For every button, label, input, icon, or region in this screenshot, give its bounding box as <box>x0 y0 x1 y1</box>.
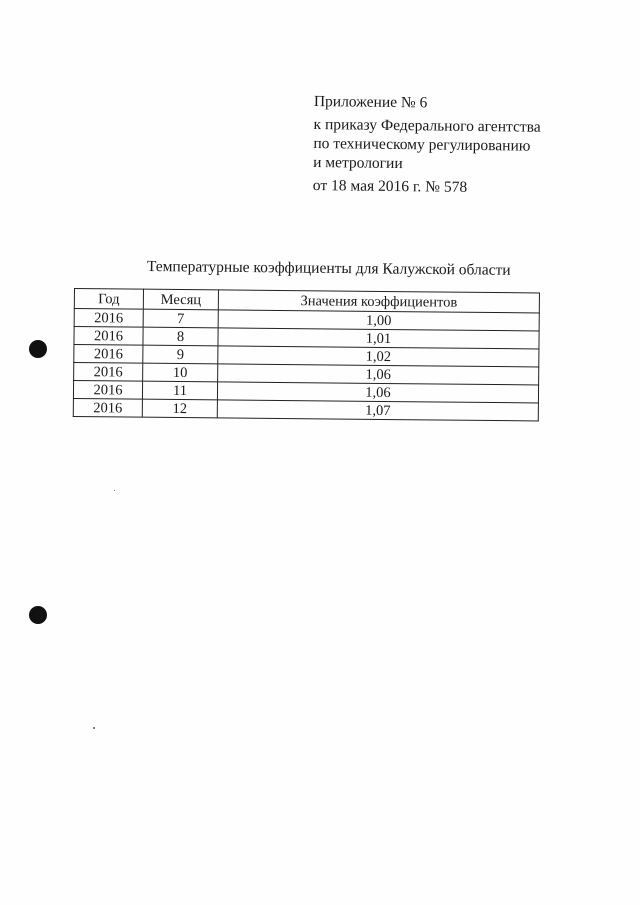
cell-coefficient: 1,00 <box>218 310 539 331</box>
appendix-number: Приложение № 6 <box>313 92 428 112</box>
appendix-header <box>313 92 541 198</box>
cell-year: 2016 <box>73 398 142 417</box>
cell-year: 2016 <box>74 309 143 328</box>
appendix-order-ref: к приказу Федерального агентства <box>313 115 541 136</box>
cell-month: 8 <box>143 327 218 346</box>
header-year: Год <box>74 289 143 310</box>
document-title: Температурные коэффициенты для Калужской области <box>146 258 511 279</box>
cell-year: 2016 <box>74 345 143 364</box>
cell-coefficient: 1,02 <box>218 346 539 367</box>
punch-hole-top <box>29 340 47 358</box>
coefficients-table <box>73 288 540 421</box>
header-coefficient: Значения коэффициентов <box>218 290 539 313</box>
cell-month: 9 <box>143 345 218 364</box>
header-month: Месяц <box>143 289 218 310</box>
cell-month: 10 <box>143 363 218 382</box>
appendix-order-date: от 18 мая 2016 г. № 578 <box>312 176 468 196</box>
cell-coefficient: 1,06 <box>217 382 538 403</box>
scan-speck <box>114 490 115 491</box>
punch-hole-bottom <box>29 606 47 624</box>
cell-coefficient: 1,06 <box>218 364 539 385</box>
coefficients-table-wrapper <box>73 288 540 421</box>
cell-month: 12 <box>142 399 217 418</box>
cell-coefficient: 1,01 <box>218 328 539 349</box>
cell-year: 2016 <box>74 327 143 346</box>
cell-month: 11 <box>142 381 217 400</box>
cell-year: 2016 <box>74 363 143 382</box>
appendix-agency-line-2: и метрологии <box>313 153 403 173</box>
cell-coefficient: 1,07 <box>217 400 538 421</box>
scan-speck <box>93 727 95 729</box>
table-row <box>73 398 538 420</box>
appendix-agency-line: по техническому регулированию <box>313 134 531 155</box>
cell-month: 7 <box>143 309 218 328</box>
cell-year: 2016 <box>73 381 142 400</box>
